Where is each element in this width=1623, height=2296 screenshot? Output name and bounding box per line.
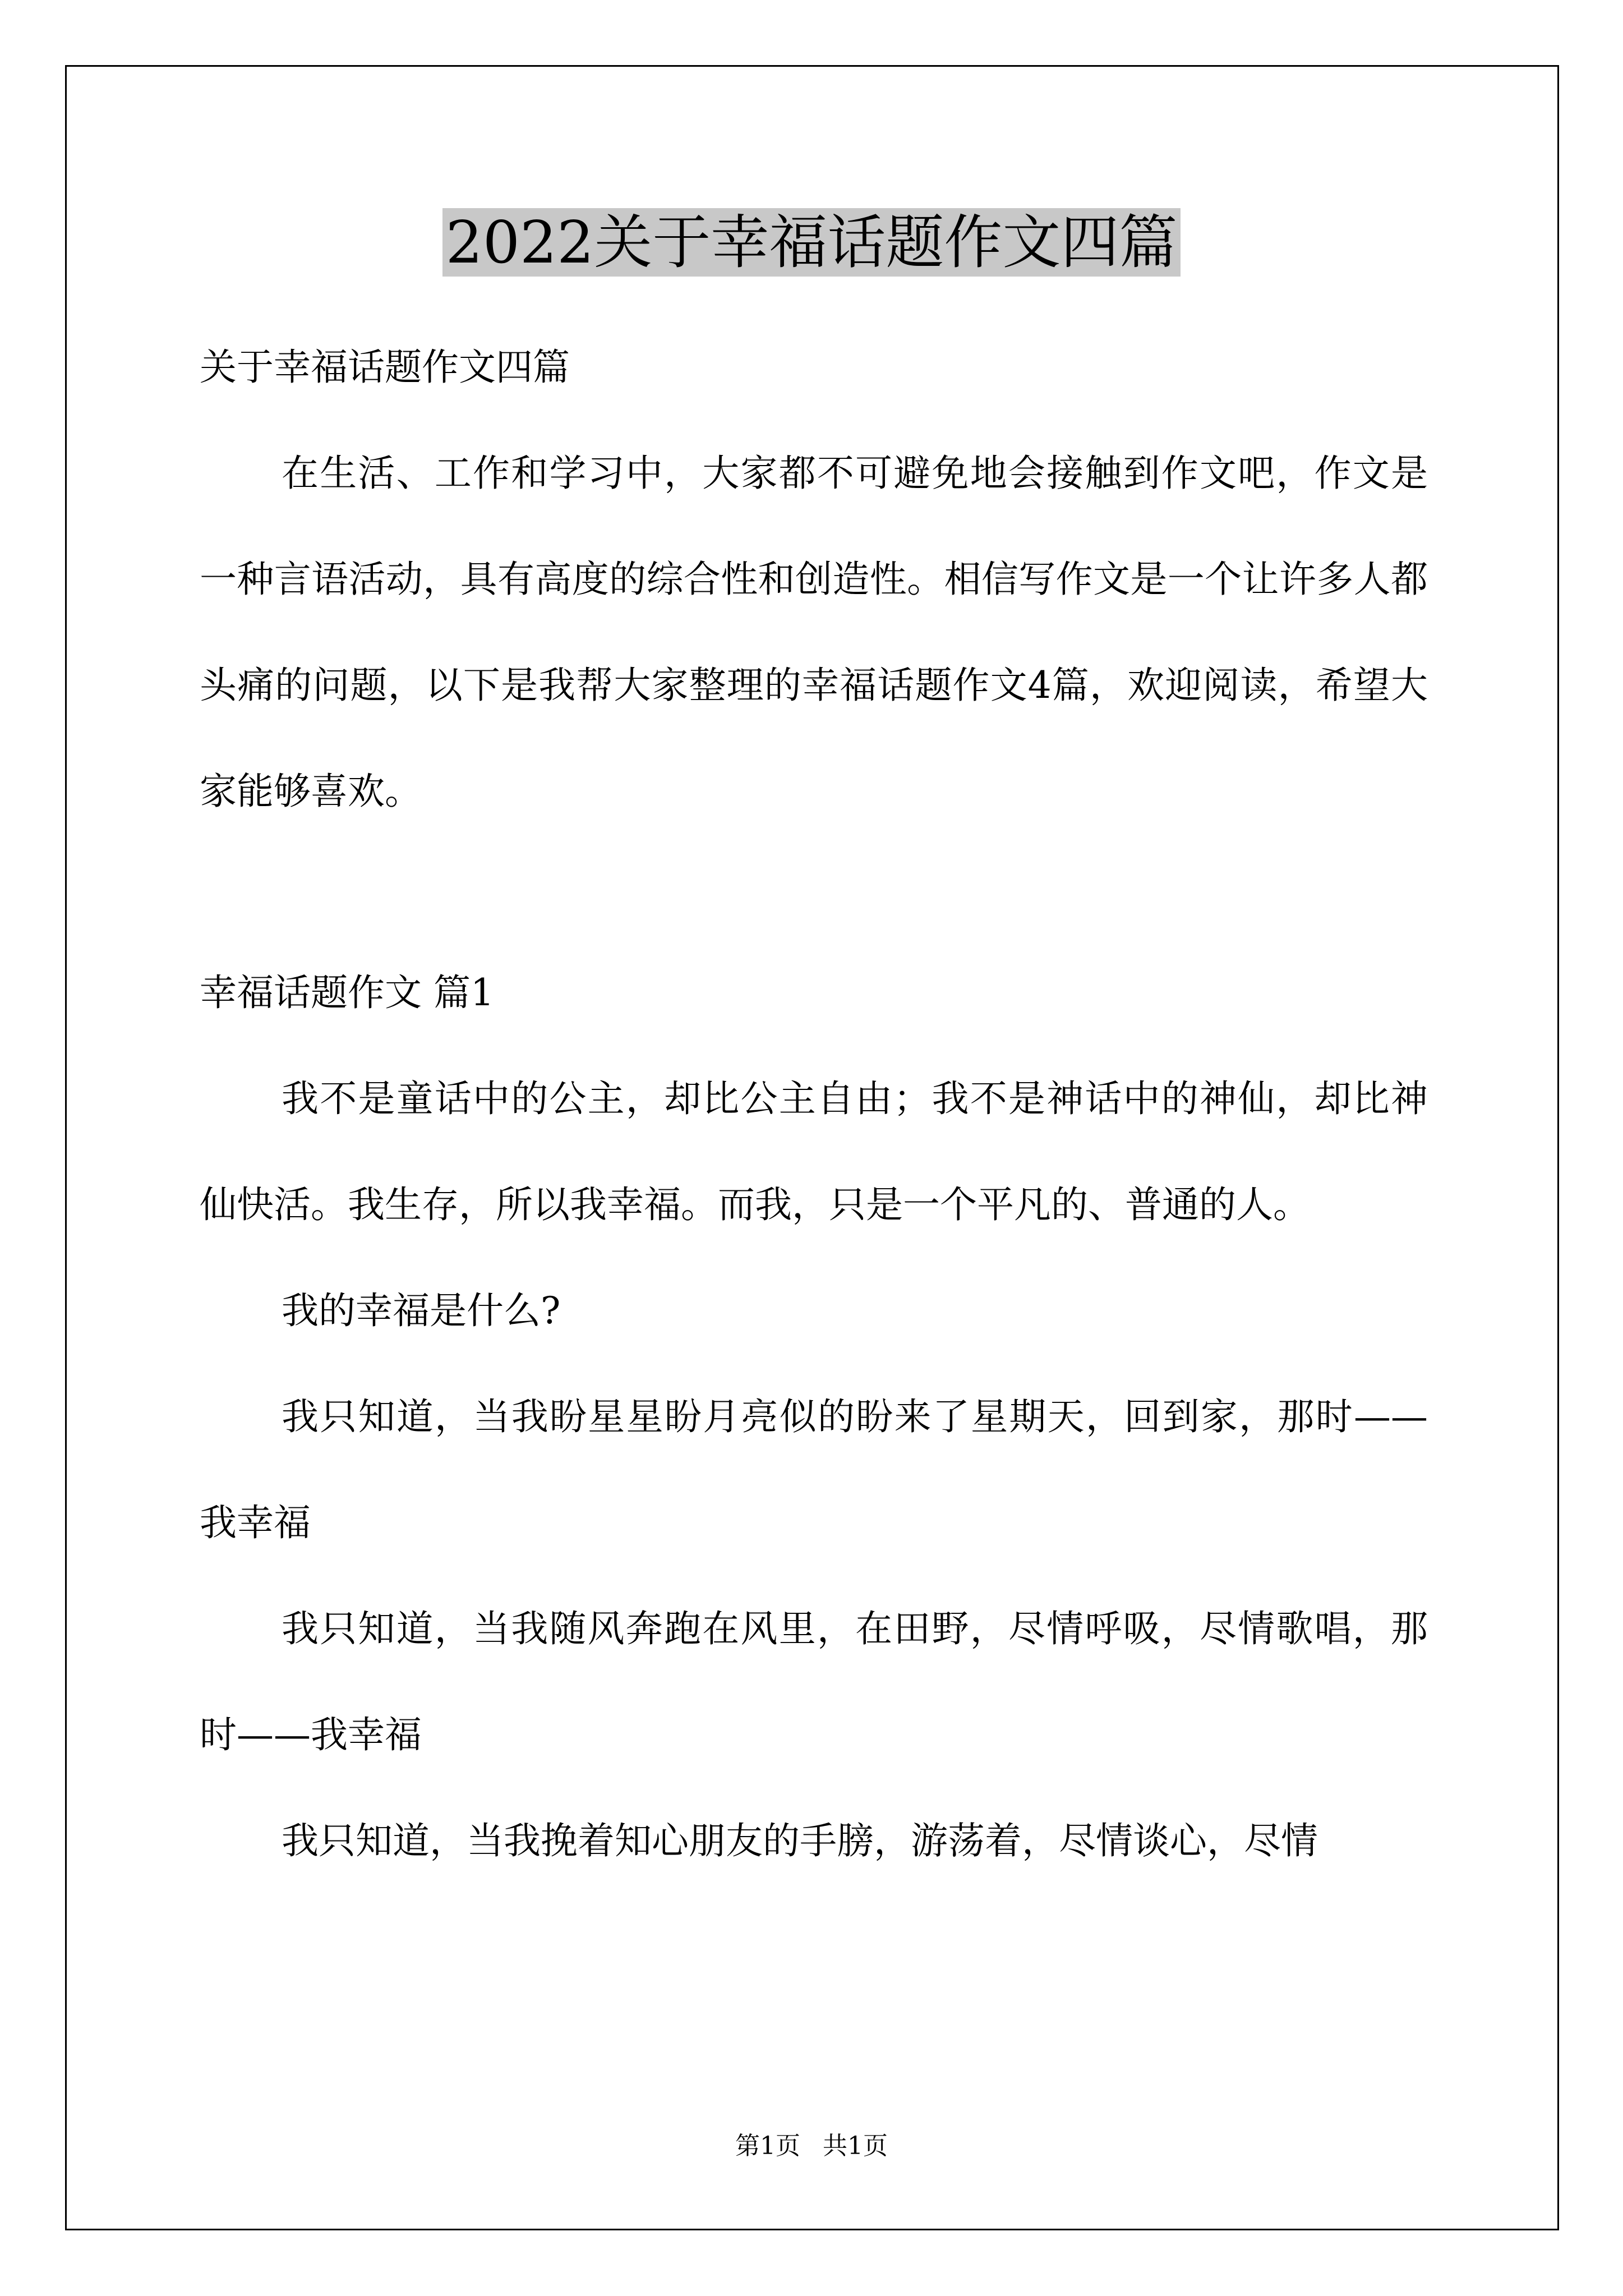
body-paragraph-4: 我只知道，当我随风奔跑在风里，在田野，尽情呼吸，尽情歌唱，那时——我幸福 xyxy=(200,1607,1428,1756)
section-gap xyxy=(200,844,1428,940)
document-subtitle: 关于幸福话题作文四篇 xyxy=(200,346,570,389)
page-total: 共1页 xyxy=(823,2132,888,2160)
intro-paragraph: 在生活、工作和学习中，大家都不可避免地会接触到作文吧，作文是一种言语活动，具有高度的综合性和创造性。相信写作文是一个让许多人都头痛的问题，以下是我帮大家整理的幸福话题作文4篇，欢迎阅读，希望大家能够喜欢。 xyxy=(200,452,1428,813)
page-number: 第1页 xyxy=(735,2132,800,2160)
page-footer xyxy=(0,2129,1623,2163)
body-paragraph-5: 我只知道，当我挽着知心朋友的手膀，游荡着，尽情谈心，尽情 xyxy=(282,1819,1318,1862)
document-title-text: 2022关于幸福话题作文四篇 xyxy=(442,208,1181,277)
body-paragraph-2: 我的幸福是什么? xyxy=(282,1289,561,1332)
document-body xyxy=(200,314,1428,1894)
body-paragraph-3: 我只知道，当我盼星星盼月亮似的盼来了星期天，回到家，那时——我幸福 xyxy=(200,1395,1428,1544)
section-heading: 幸福话题作文 篇1 xyxy=(200,971,494,1014)
document-title xyxy=(0,203,1623,282)
body-paragraph-1: 我不是童话中的公主，却比公主自由；我不是神话中的神仙，却比神仙快活。我生存，所以我幸福。而我，只是一个平凡的、普通的人。 xyxy=(200,1077,1428,1226)
